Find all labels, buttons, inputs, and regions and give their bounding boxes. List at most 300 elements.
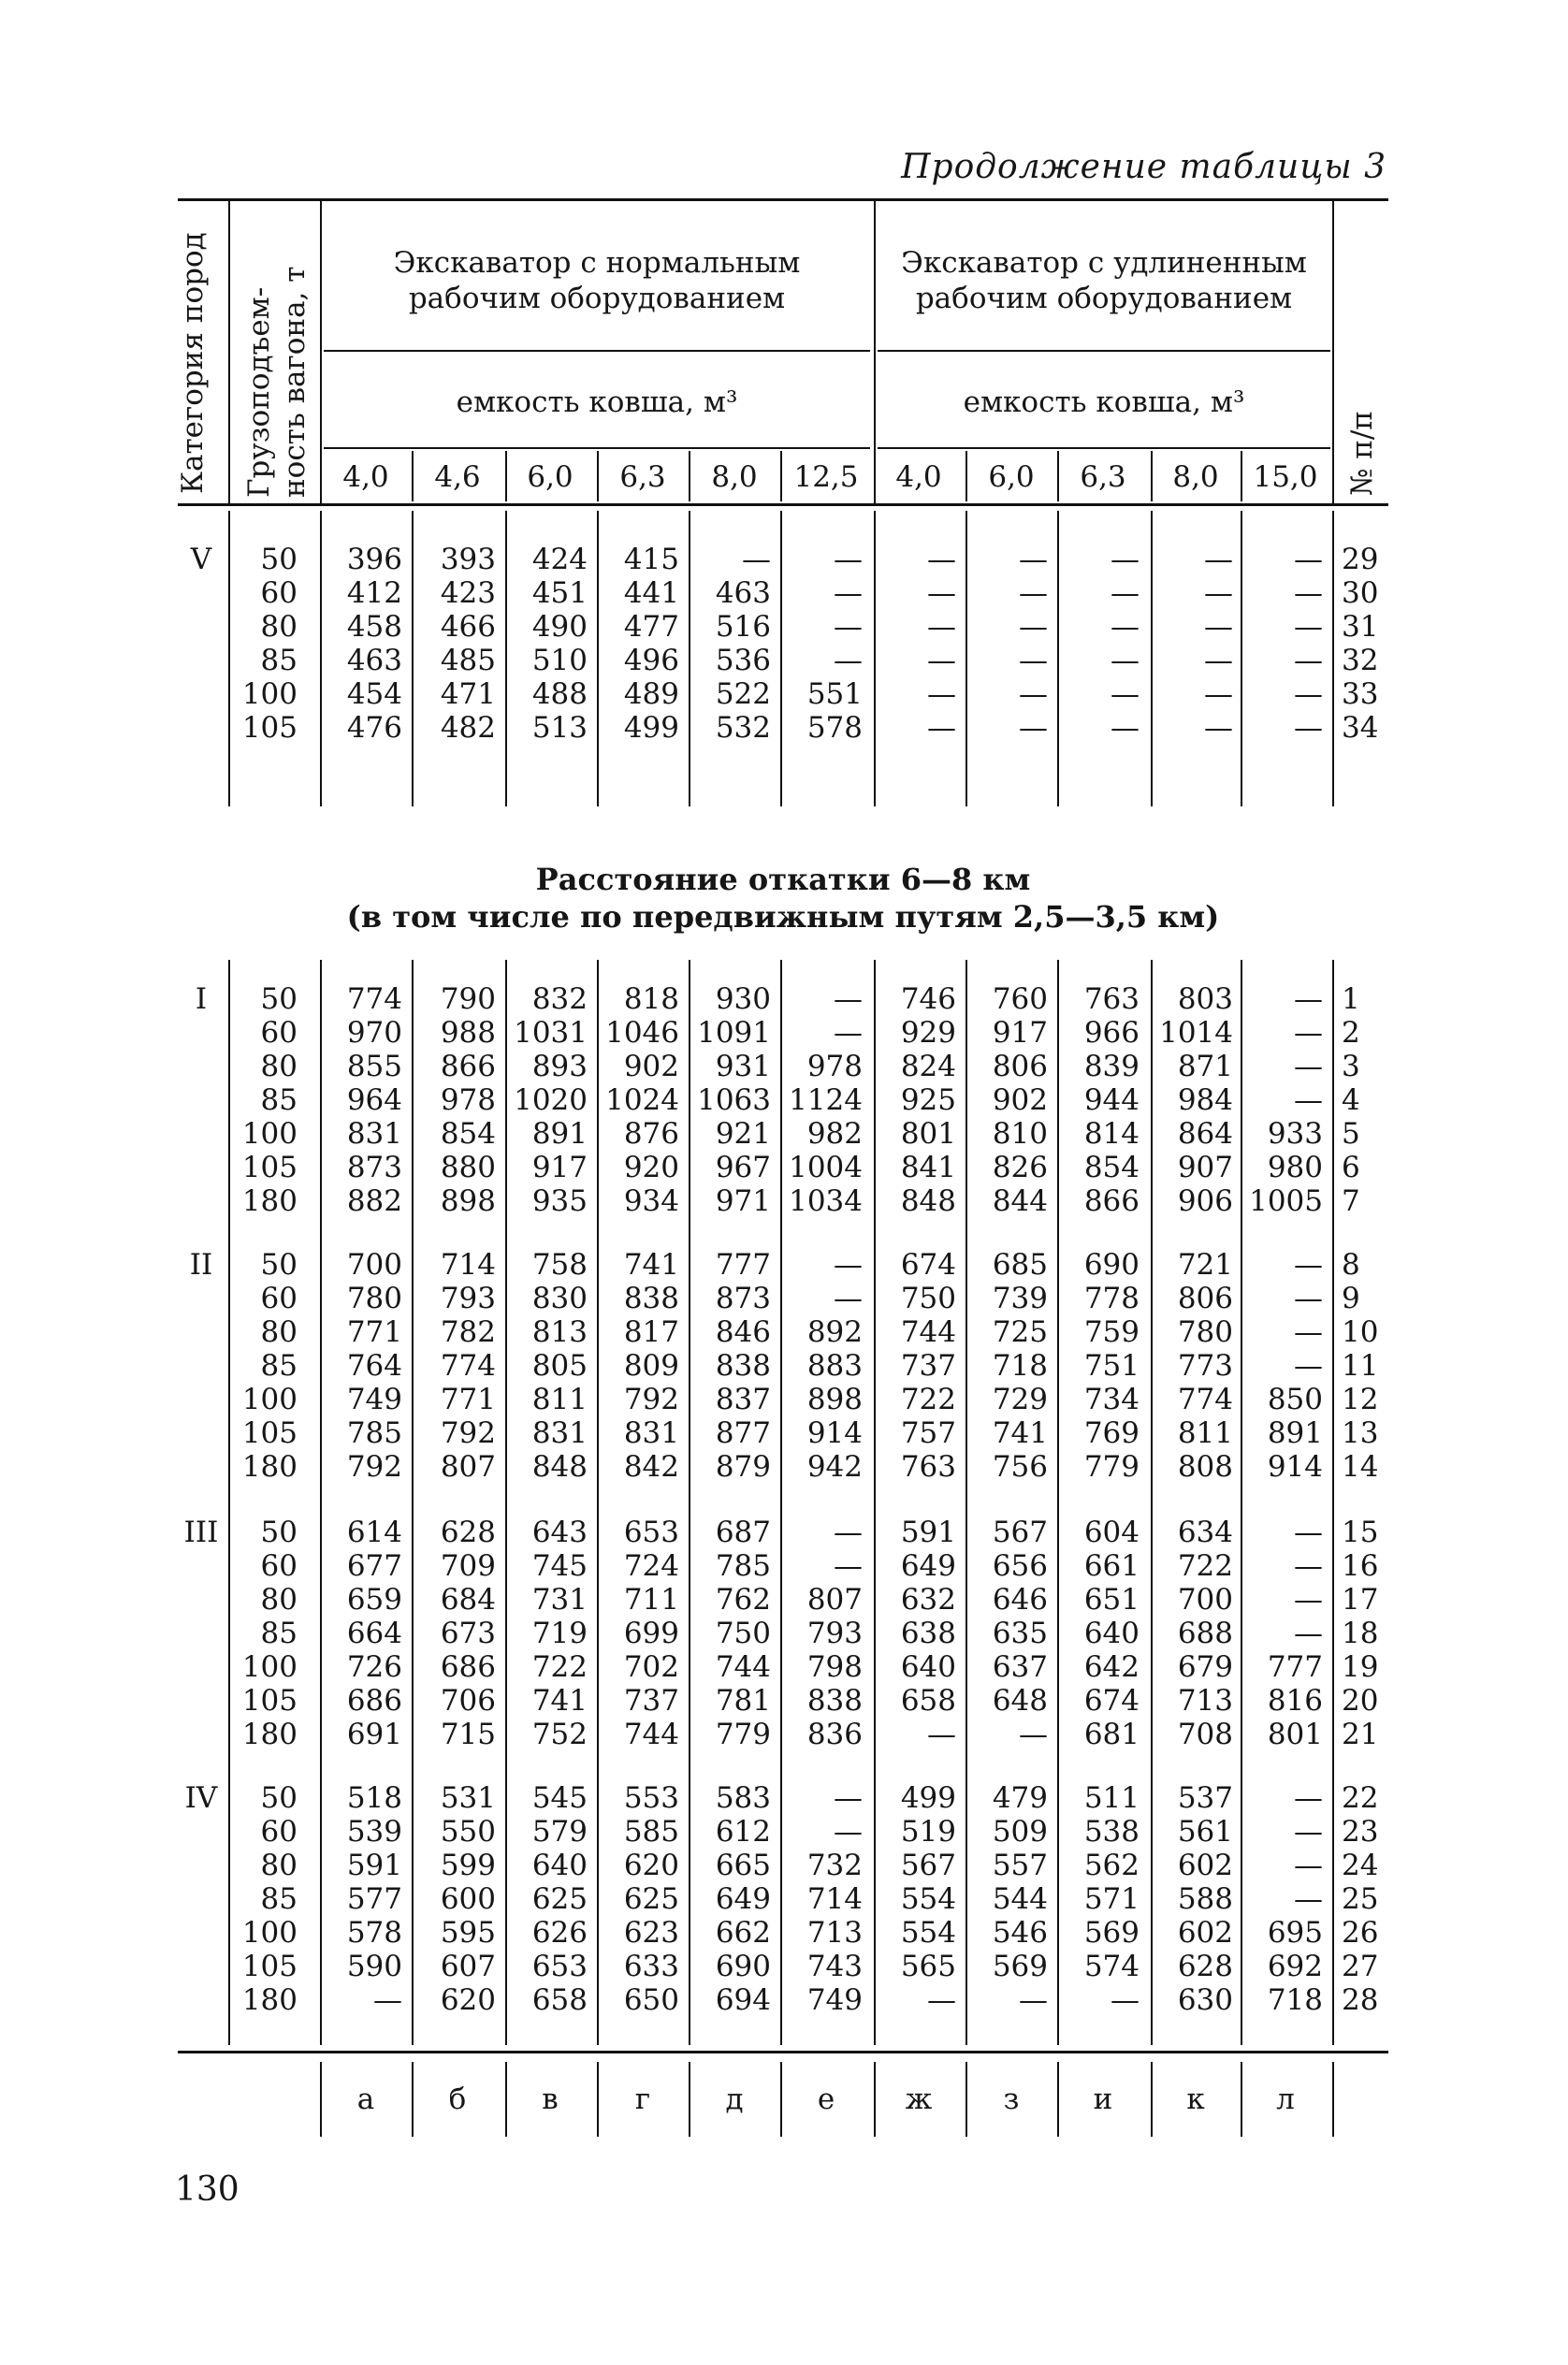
table-cell: 634 [1177,1516,1233,1549]
table-cell: — [1111,543,1140,576]
column-divider [597,2062,599,2137]
capacity-value: 105 [241,1950,298,1983]
capacity-value: 180 [241,1184,298,1218]
table-cell: 554 [900,1882,956,1916]
table-cell: 805 [531,1349,588,1383]
table-cell: 809 [623,1349,679,1383]
table-cell: 625 [623,1882,679,1916]
column-divider [228,198,230,503]
table-cell: 920 [623,1151,679,1184]
table-cell: 591 [346,1849,402,1882]
table-cell: 595 [440,1916,496,1950]
table-cell: 777 [1267,1650,1323,1684]
capacity-value: 180 [241,1450,298,1484]
table-cell: 713 [806,1916,863,1950]
row-number: 3 [1342,1050,1360,1083]
table-cell: — [1294,576,1323,610]
row-number: 21 [1342,1718,1379,1751]
table-cell: 700 [1177,1583,1233,1617]
table-cell: — [834,1016,863,1050]
table-cell: — [1111,677,1140,711]
table-cell: 578 [346,1916,402,1950]
bucket-size-label: 6,0 [988,460,1035,494]
table-cell: 917 [531,1151,588,1184]
table-cell: — [1204,711,1233,745]
table-cell: 711 [623,1583,679,1617]
table-cell: 499 [623,711,679,745]
table-cell: 415 [623,543,679,576]
table-cell: — [1294,610,1323,644]
table-cell: 607 [440,1950,496,1983]
table-cell: 966 [1083,1016,1140,1050]
column-divider [228,511,230,806]
table-cell: 550 [440,1815,496,1849]
table-cell: 848 [900,1184,956,1218]
table-cell: 544 [992,1882,1048,1916]
table-cell: 454 [346,677,402,711]
table-cell: 722 [531,1650,588,1684]
table-rule [878,447,1330,449]
column-divider [1241,960,1242,2045]
capacity-value: 105 [241,711,298,745]
section-title: Расстояние откатки 6—8 км [535,862,1031,897]
table-cell: 677 [346,1549,402,1583]
table-cell: 914 [1267,1450,1323,1484]
table-cell: 579 [531,1815,588,1849]
table-cell: 686 [440,1650,496,1684]
column-divider [1057,2062,1059,2137]
table-cell: 855 [346,1050,402,1083]
table-cell: 714 [440,1248,496,1282]
table-cell: 658 [531,1983,588,2017]
table-cell: — [834,644,863,677]
table-cell: 1046 [605,1016,679,1050]
table-cell: 681 [1083,1718,1140,1751]
table-cell: 554 [900,1916,956,1950]
table-cell: 649 [715,1882,771,1916]
table-cell: 718 [1267,1983,1323,2017]
table-cell: 906 [1177,1184,1233,1218]
table-cell: 729 [992,1383,1048,1416]
table-cell: 757 [900,1416,956,1450]
table-cell: 816 [1267,1684,1323,1718]
table-cell: 1014 [1159,1016,1233,1050]
capacity-value: 80 [260,610,298,644]
table-cell: 577 [346,1882,402,1916]
table-cell: 718 [992,1349,1048,1383]
table-cell: 531 [440,1781,496,1815]
bucket-size-label: 6,3 [1080,460,1126,494]
table-cell: 944 [1083,1083,1140,1117]
table-cell: 762 [715,1583,771,1617]
table-cell: 714 [806,1882,863,1916]
table-cell: 600 [440,1882,496,1916]
table-cell: 741 [992,1416,1048,1450]
table-cell: 659 [346,1583,402,1617]
table-cell: 846 [715,1315,771,1349]
table-cell: 873 [346,1151,402,1184]
table-cell: 934 [623,1184,679,1218]
category-label: I [195,982,208,1016]
table-cell: — [1294,1282,1323,1315]
table-cell: 724 [623,1549,679,1583]
column-divider [505,2062,507,2137]
table-cell: — [1294,1815,1323,1849]
table-cell: 648 [992,1684,1048,1718]
capacity-value: 50 [260,1781,298,1815]
table-cell: 746 [900,982,956,1016]
bucket-size-label: 8,0 [1172,460,1219,494]
page-header: Продолжение таблицы 3 [901,148,1387,186]
table-cell: 412 [346,576,402,610]
table-cell: — [1204,677,1233,711]
table-cell: 602 [1177,1916,1233,1950]
section-subtitle: (в том числе по передвижным путям 2,5—3,5 км) [346,899,1220,935]
table-cell: 653 [623,1516,679,1549]
row-number: 27 [1342,1950,1379,1983]
bucket-size-label: 4,0 [895,460,942,494]
table-cell: 604 [1083,1516,1140,1549]
table-cell: 620 [440,1983,496,2017]
table-cell: 719 [531,1617,588,1650]
table-cell: 810 [992,1117,1048,1151]
table-cell: 686 [346,1684,402,1718]
table-cell: 661 [1083,1549,1140,1583]
capacity-value: 60 [260,1016,298,1050]
column-divider [320,511,322,806]
capacity-value: 60 [260,1549,298,1583]
table-cell: 751 [1083,1349,1140,1383]
table-cell: 744 [715,1650,771,1684]
column-divider [1332,960,1334,2045]
table-cell: — [927,543,956,576]
row-number: 29 [1342,543,1379,576]
table-cell: 745 [531,1549,588,1583]
table-cell: 850 [1267,1383,1323,1416]
column-letter: к [1186,2082,1205,2116]
table-cell: 792 [440,1416,496,1450]
table-cell: 650 [623,1983,679,2017]
table-cell: 646 [992,1583,1048,1617]
capacity-value: 50 [260,1248,298,1282]
column-divider [412,960,414,2045]
capacity-value: 60 [260,576,298,610]
table-cell: 679 [1177,1650,1233,1684]
column-divider [689,2062,690,2137]
table-cell: 792 [346,1450,402,1484]
table-cell: 1004 [789,1151,863,1184]
table-cell: — [1204,610,1233,644]
table-cell: 640 [1083,1617,1140,1650]
table-cell: 620 [623,1849,679,1882]
row-number: 34 [1342,711,1379,745]
table-cell: 907 [1177,1151,1233,1184]
table-cell: 801 [900,1117,956,1151]
table-cell: 522 [715,677,771,711]
table-cell: 715 [440,1718,496,1751]
table-cell: 732 [806,1849,863,1882]
column-divider [689,511,690,806]
column-letter: г [634,2082,651,2116]
table-cell: 785 [346,1416,402,1450]
table-cell: 396 [346,543,402,576]
table-cell: 929 [900,1016,956,1050]
table-cell: 569 [1083,1916,1140,1950]
table-cell: 477 [623,610,679,644]
table-cell: 893 [531,1050,588,1083]
table-cell: — [1294,1781,1323,1815]
table-cell: — [1019,1718,1048,1751]
table-cell: — [927,610,956,644]
table-cell: — [742,543,771,576]
table-cell: — [1294,1050,1323,1083]
column-divider [965,2062,967,2137]
table-cell: 914 [806,1416,863,1450]
table-cell: 656 [992,1549,1048,1583]
column-divider [597,960,599,2045]
table-cell: 838 [806,1684,863,1718]
table-cell: 824 [900,1050,956,1083]
table-cell: — [834,1248,863,1282]
column-divider [689,960,690,2045]
table-cell: 777 [715,1248,771,1282]
capacity-value: 105 [241,1416,298,1450]
table-cell: — [1294,982,1323,1016]
table-cell: 813 [531,1315,588,1349]
table-cell: 750 [900,1282,956,1315]
table-cell: 781 [715,1684,771,1718]
table-cell: 509 [992,1815,1048,1849]
table-cell: — [1294,543,1323,576]
table-cell: — [1111,610,1140,644]
table-cell: 623 [623,1916,679,1950]
table-cell: 519 [900,1815,956,1849]
table-cell: 511 [1083,1781,1140,1815]
table-cell: 640 [900,1650,956,1684]
capacity-value: 60 [260,1282,298,1315]
table-cell: 980 [1267,1151,1323,1184]
bucket-size-label: 6,0 [527,460,573,494]
row-number: 4 [1342,1083,1360,1117]
table-cell: — [1294,711,1323,745]
table-cell: 790 [440,982,496,1016]
column-divider [320,2062,322,2137]
table-cell: 635 [992,1617,1048,1650]
column-divider [597,511,599,806]
table-cell: 806 [1177,1282,1233,1315]
table-cell: 773 [1177,1349,1233,1383]
capacity-value: 50 [260,1516,298,1549]
table-cell: 626 [531,1916,588,1950]
table-cell: 466 [440,610,496,644]
table-cell: 839 [1083,1050,1140,1083]
table-cell: — [1019,677,1048,711]
table-cell: 741 [623,1248,679,1282]
table-cell: — [1204,644,1233,677]
column-divider [412,2062,414,2137]
column-divider [874,511,876,806]
row-number: 30 [1342,576,1379,610]
table-cell: 551 [806,677,863,711]
table-cell: 873 [715,1282,771,1315]
page-number: 130 [175,2170,240,2209]
category-header: Категория пород [176,232,210,494]
category-label: II [189,1248,213,1282]
table-cell: 935 [531,1184,588,1218]
capacity-value: 85 [260,1617,298,1650]
table-cell: 643 [531,1516,588,1549]
table-cell: 803 [1177,982,1233,1016]
table-cell: 749 [806,1983,863,2017]
table-cell: 876 [623,1117,679,1151]
column-letter: а [356,2082,375,2116]
column-divider [1332,2062,1334,2137]
column-divider [780,511,782,806]
column-divider [1151,2062,1153,2137]
table-cell: 482 [440,711,496,745]
column-letter: з [1003,2082,1020,2116]
table-cell: — [1111,711,1140,745]
table-cell: 653 [531,1950,588,1983]
table-cell: — [1019,644,1048,677]
capacity-value: 80 [260,1583,298,1617]
table-cell: 567 [992,1516,1048,1549]
table-cell: — [927,644,956,677]
row-number: 28 [1342,1983,1379,2017]
table-cell: — [834,1781,863,1815]
row-number: 17 [1342,1583,1379,1617]
table-cell: 1034 [789,1184,863,1218]
table-cell: 571 [1083,1882,1140,1916]
column-divider [874,198,876,503]
table-cell: — [1204,576,1233,610]
table-cell: 774 [440,1349,496,1383]
table-cell: 879 [715,1450,771,1484]
column-letter: в [542,2082,559,2116]
column-letter: б [448,2082,467,2116]
table-cell: 793 [806,1617,863,1650]
column-divider [1151,960,1153,2045]
column-divider [1332,198,1334,503]
table-cell: 774 [346,982,402,1016]
table-cell: 830 [531,1282,588,1315]
table-cell: 424 [531,543,588,576]
capacity-value: 85 [260,1083,298,1117]
table-cell: 687 [715,1516,771,1549]
column-divider [1057,511,1059,806]
column-divider [965,511,967,806]
table-cell: 811 [1177,1416,1233,1450]
table-cell: — [1294,1617,1323,1650]
table-cell: 557 [992,1849,1048,1882]
row-number: 22 [1342,1781,1379,1815]
table-cell: 970 [346,1016,402,1050]
table-cell: 877 [715,1416,771,1450]
table-cell: 574 [1083,1950,1140,1983]
table-cell: 756 [992,1450,1048,1484]
table-rule [324,447,870,449]
table-cell: 793 [440,1282,496,1315]
column-divider [965,960,967,2045]
table-rule [178,198,1388,201]
table-cell: 685 [992,1248,1048,1282]
table-cell: 854 [440,1117,496,1151]
table-cell: 490 [531,610,588,644]
table-cell: 806 [992,1050,1048,1083]
table-cell: 779 [1083,1450,1140,1484]
row-number: 32 [1342,644,1379,677]
table-cell: 988 [440,1016,496,1050]
table-cell: 902 [992,1083,1048,1117]
table-cell: — [1111,1983,1140,2017]
column-letter: д [725,2082,744,2116]
table-cell: 532 [715,711,771,745]
capacity-value: 180 [241,1718,298,1751]
table-cell: 496 [623,644,679,677]
table-cell: 562 [1083,1849,1140,1882]
row-number: 33 [1342,677,1379,711]
table-cell: 744 [623,1718,679,1751]
table-cell: 713 [1177,1684,1233,1718]
table-cell: 536 [715,644,771,677]
table-cell: 451 [531,576,588,610]
table-cell: 1005 [1249,1184,1323,1218]
table-cell: — [927,711,956,745]
table-cell: 774 [1177,1383,1233,1416]
table-cell: 518 [346,1781,402,1815]
column-divider [320,960,322,2045]
table-cell: 930 [715,982,771,1016]
table-cell: 741 [531,1684,588,1718]
column-divider [1057,960,1059,2045]
table-cell: 838 [715,1349,771,1383]
table-cell: 553 [623,1781,679,1815]
row-number: 7 [1342,1184,1360,1218]
bucket-capacity-extended: емкость ковша, м³ [963,385,1245,419]
table-cell: — [1204,543,1233,576]
table-cell: 984 [1177,1083,1233,1117]
table-cell: 674 [1083,1684,1140,1718]
table-cell: 921 [715,1117,771,1151]
column-divider [874,2062,876,2137]
table-cell: 967 [715,1151,771,1184]
column-divider [874,960,876,2045]
table-cell: 545 [531,1781,588,1815]
table-cell: 633 [623,1950,679,1983]
table-cell: 763 [1083,982,1140,1016]
table-cell: — [1294,644,1323,677]
table-cell: 538 [1083,1815,1140,1849]
table-cell: 488 [531,677,588,711]
table-cell: 978 [806,1050,863,1083]
table-cell: 971 [715,1184,771,1218]
capacity-value: 80 [260,1050,298,1083]
capacity-value: 80 [260,1315,298,1349]
table-cell: 891 [1267,1416,1323,1450]
table-cell: 393 [440,543,496,576]
table-cell: 628 [1177,1950,1233,1983]
table-cell: — [1019,576,1048,610]
table-cell: 811 [531,1383,588,1416]
table-cell: 539 [346,1815,402,1849]
row-number: 14 [1342,1450,1379,1484]
row-number: 10 [1342,1315,1379,1349]
table-cell: — [1294,1882,1323,1916]
category-label: III [183,1516,219,1549]
table-cell: 814 [1083,1117,1140,1151]
table-cell: 651 [1083,1583,1140,1617]
row-number: 24 [1342,1849,1379,1882]
